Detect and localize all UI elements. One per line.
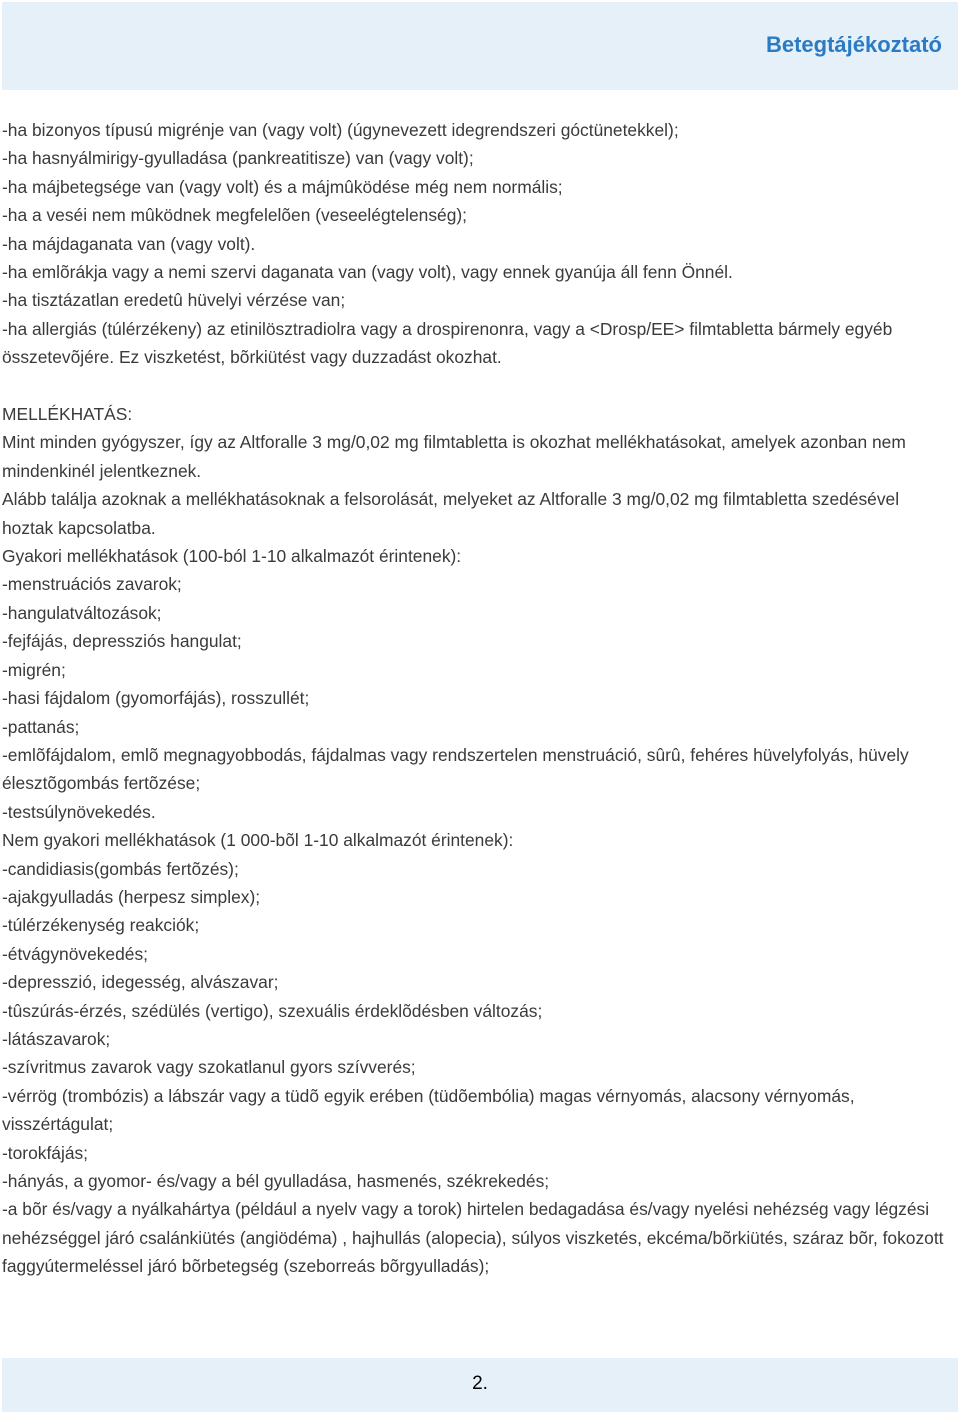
- list-item: -hányás, a gyomor- és/vagy a bél gyulladása, hasmenés, székrekedés;: [2, 1171, 550, 1192]
- list-item: -ajakgyulladás (herpesz simplex);: [2, 886, 261, 907]
- side-effects-intro: Alább találja azoknak a mellékhatásoknak a felsorolását, melyeket az Altforalle 3 mg/0,02 mg filmtabletta szedésével hoztak kapcsolatba.: [2, 489, 900, 538]
- list-item: -a bõr és/vagy a nyálkahártya (például a nyelv vagy a torok) hirtelen bedagadása és/vagy nyelési nehézség vagy légzési nehézséggel járó csalánkiütés (angiödéma) , hajhullás (alopecia), súlyos viszketés, ekcéma/bõrkiütés, száraz bõr, fokozott faggyútermeléssel járó bõrbetegség (szeborreás bõrgyulladás);: [2, 1199, 944, 1277]
- list-item: -fejfájás, depressziós hangulat;: [2, 631, 242, 652]
- list-item: -vérrög (trombózis) a lábszár vagy a tüdõ egyik erében (tüdõembólia) magas vérnyomás, alacsony vérnyomás, visszértágulat;: [2, 1085, 855, 1135]
- list-item: -hasi fájdalom (gyomorfájás), rosszullét;: [2, 688, 310, 709]
- list-item: -ha bizonyos típusú migrénje van (vagy volt) (úgynevezett idegrendszeri góctünetekkel);: [2, 120, 679, 140]
- list-item: -ha a veséi nem mûködnek megfelelõen (veseelégtelenség);: [2, 205, 467, 226]
- document-body: [2, 116, 954, 1281]
- list-item: -tûszúrás-érzés, szédülés (vertigo), szexuális érdeklõdésben változás;: [2, 1000, 543, 1021]
- footer-bar: [2, 1358, 958, 1412]
- list-item: -látászavarok;: [2, 1028, 111, 1049]
- contraindications-list: [2, 116, 954, 372]
- list-item: -depresszió, idegesség, alvászavar;: [2, 972, 279, 993]
- side-effects-intro: Mint minden gyógyszer, így az Altforalle 3 mg/0,02 mg filmtabletta is okozhat mellékhatásokat, amelyek azonban nem mindenkinél jelentkeznek.: [2, 432, 906, 481]
- list-item: -torokfájás;: [2, 1142, 89, 1163]
- list-item: -menstruációs zavarok;: [2, 574, 182, 595]
- list-item: -túlérzékenység reakciók;: [2, 915, 200, 936]
- list-item: -étvágynövekedés;: [2, 943, 148, 964]
- page-number: 2.: [472, 1373, 488, 1394]
- header-bar: [2, 2, 958, 90]
- header-title: Betegtájékoztató: [765, 32, 942, 57]
- list-item: -hangulatváltozások;: [2, 602, 162, 623]
- list-item: -szívritmus zavarok vagy szokatlanul gyors szívverés;: [2, 1057, 416, 1078]
- common-side-effects-list: [2, 570, 954, 826]
- side-effects-heading: MELLÉKHATÁS:: [2, 404, 133, 425]
- list-item: -ha májdaganata van (vagy volt).: [2, 233, 256, 254]
- list-item: -ha emlõrákja vagy a nemi szervi daganata van (vagy volt), vagy ennek gyanúja áll fenn Önnél.: [2, 262, 733, 283]
- list-item: -ha allergiás (túlérzékeny) az etinilösztradiolra vagy a drospirenonra, vagy a <Drosp/EE> filmtabletta bármely egyéb összetevõjére. Ez viszketést, bõrkiütést vagy duzzadást okozhat.: [2, 318, 893, 368]
- list-item: -testsúlynövekedés.: [2, 801, 156, 822]
- list-item: -migrén;: [2, 659, 66, 680]
- list-item: -ha hasnyálmirigy-gyulladása (pankreatitisze) van (vagy volt);: [2, 148, 474, 169]
- list-item: -pattanás;: [2, 716, 80, 737]
- uncommon-side-effects-heading: Nem gyakori mellékhatások (1 000-bõl 1-10 alkalmazót érintenek):: [2, 830, 514, 851]
- uncommon-side-effects-list: [2, 855, 954, 1281]
- list-item: -ha májbetegsége van (vagy volt) és a májmûködése még nem normális;: [2, 176, 563, 197]
- list-item: -candidiasis(gombás fertõzés);: [2, 858, 239, 879]
- list-item: -ha tisztázatlan eredetû hüvelyi vérzése van;: [2, 290, 346, 311]
- list-item: -emlõfájdalom, emlõ megnagyobbodás, fájdalmas vagy rendszertelen menstruáció, sûrû, fehéres hüvelyfolyás, hüvely élesztõgombás fertõzése;: [2, 744, 909, 794]
- common-side-effects-heading: Gyakori mellékhatások (100-ból 1-10 alkalmazót érintenek):: [2, 546, 462, 567]
